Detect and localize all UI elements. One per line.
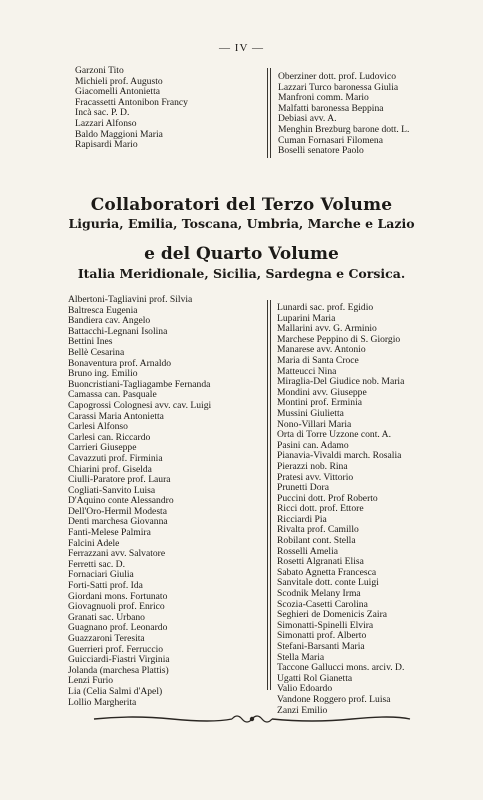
- list-item: Denti marchesa Giovanna: [68, 517, 168, 528]
- heading-regions-third: Liguria, Emilia, Toscana, Umbria, Marche e Lazio: [68, 216, 415, 231]
- list-item: Bettini Ines: [68, 337, 113, 348]
- list-item: Albertoni-Tagliavini prof. Silvia: [68, 295, 193, 305]
- list-item: Garzoni Tito: [75, 66, 124, 76]
- list-item: Stefani-Barsanti Maria: [277, 642, 365, 652]
- list-item: Manarese avv. Antonio: [277, 345, 366, 356]
- list-item: Maria di Santa Croce: [277, 355, 359, 366]
- list-item: Lia (Celia Salmi d'Apel): [68, 686, 163, 697]
- list-item: Guazzaroni Teresita: [68, 634, 145, 644]
- list-item: Lunardi sac. prof. Egidio: [277, 303, 374, 313]
- list-item: Oberziner dott. prof. Ludovico: [278, 72, 397, 82]
- list-item: Capogrossi Colognesi avv. cav. Luigi: [68, 400, 212, 411]
- heading-regions-fourth: Italia Meridionale, Sicilia, Sardegna e Corsica.: [77, 266, 406, 281]
- list-item: Ferretti sac. D.: [68, 559, 126, 570]
- list-item: Mallarini avv. G. Arminio: [277, 324, 377, 335]
- list-item: Guerrieri prof. Ferruccio: [68, 644, 164, 655]
- list-item: Bonaventura prof. Arnaldo: [68, 358, 172, 369]
- list-item: Guicciardi-Fiastri Virginia: [68, 655, 170, 666]
- list-item: Giovagnuoli prof. Enrico: [68, 602, 165, 613]
- list-item: Ricci dott. prof. Ettore: [277, 504, 364, 515]
- list-item: Lazzari Alfonso: [75, 118, 137, 129]
- contributors-list-bottom-left: [68, 295, 268, 708]
- list-item: Vandone Roggero prof. Luisa: [277, 694, 391, 705]
- list-item: Miraglia-Del Giudice nob. Maria: [277, 377, 405, 388]
- page-number: — IV —: [219, 42, 264, 54]
- list-item: Rapisardi Mario: [75, 140, 138, 151]
- list-item: Lollio Margherita: [68, 697, 137, 708]
- list-item: Buoncristiani-Tagliagambe Fernanda: [68, 379, 211, 390]
- list-item: Seghieri de Domenicis Zaira: [277, 610, 388, 621]
- list-item: Sabato Agnetta Francesca: [277, 567, 377, 578]
- list-item: Forti-Satti prof. Ida: [68, 581, 143, 592]
- ornamental-rule-icon: [92, 712, 412, 726]
- list-item: Rivalta prof. Camillo: [277, 525, 359, 536]
- list-item: Scodnik Melany Irma: [277, 589, 361, 600]
- list-item: Baltresca Eugenia: [68, 305, 138, 316]
- list-item: Valio Edoardo: [277, 684, 333, 695]
- list-item: Scozia-Casetti Carolina: [277, 599, 368, 610]
- list-item: Boselli senatore Paolo: [278, 146, 364, 157]
- column-divider-bottom: [267, 300, 268, 690]
- list-item: Incà sac. P. D.: [75, 108, 130, 119]
- list-item: Lenzi Furio: [68, 676, 114, 687]
- list-item: Battacchi-Legnani Isolina: [68, 326, 168, 337]
- list-item: Zanzi Emilio: [277, 705, 328, 716]
- list-item: Menghin Brezburg barone dott. L.: [278, 124, 410, 135]
- list-item: Luparini Maria: [277, 313, 336, 324]
- list-item: Chiarini prof. Giselda: [68, 464, 152, 475]
- list-item: Mussini Giulietta: [277, 408, 344, 419]
- list-item: Dell'Oro-Hermil Modesta: [68, 506, 167, 517]
- list-item: Michieli prof. Augusto: [75, 76, 163, 87]
- list-item: Pasini can. Adamo: [277, 440, 349, 451]
- list-item: Giacomelli Antonietta: [75, 87, 160, 98]
- list-item: Bellè Cesarina: [68, 347, 125, 358]
- heading-third-volume: Collaboratori del Terzo Volume: [90, 195, 393, 215]
- list-item: Rosetti Algranati Elisa: [277, 557, 364, 568]
- list-item: Bruno ing. Emilio: [68, 369, 138, 380]
- list-item: Cogliati-Sanvito Luisa: [68, 485, 156, 496]
- heading-fourth-volume: e del Quarto Volume: [144, 244, 339, 264]
- contributors-list-top-left: [75, 66, 260, 151]
- list-item: Sanvitale dott. conte Luigi: [277, 578, 379, 589]
- list-item: Carlesi can. Riccardo: [68, 432, 151, 443]
- list-item: Cavazzuti prof. Firminia: [68, 453, 163, 464]
- list-item: Granati sac. Urbano: [68, 612, 145, 623]
- list-item: Puccini dott. Prof Roberto: [277, 493, 378, 504]
- list-item: Ricciardi Pia: [277, 514, 327, 525]
- list-item: Mondini avv. Giuseppe: [277, 387, 367, 398]
- column-divider-top: [267, 68, 268, 158]
- list-item: D'Aquino conte Alessandro: [68, 496, 174, 507]
- list-item: Carrieri Giuseppe: [68, 443, 137, 454]
- list-item: Ferrazzani avv. Salvatore: [68, 549, 166, 560]
- list-item: Montini prof. Erminia: [277, 398, 362, 409]
- list-item: Falcini Adele: [68, 538, 120, 549]
- list-item: Lazzari Turco baronessa Giulia: [278, 82, 399, 93]
- list-item: Simonatti-Spinelli Elvira: [277, 620, 374, 631]
- contributors-list-bottom-right: [277, 303, 462, 716]
- list-item: Carassi Maria Antonietta: [68, 411, 164, 422]
- contributors-list-top-right: [278, 72, 458, 157]
- list-item: Guagnano prof. Leonardo: [68, 623, 168, 634]
- list-item: Ugatti Rol Gianetta: [277, 673, 353, 684]
- list-item: Pierazzi nob. Rina: [277, 461, 348, 472]
- list-item: Orta di Torre Uzzone cont. A.: [277, 430, 391, 441]
- list-item: Rosselli Amelia: [277, 546, 339, 557]
- list-item: Malfatti baronessa Beppina: [278, 103, 384, 114]
- list-item: Robilant cont. Stella: [277, 536, 356, 547]
- list-item: Bandiera cav. Angelo: [68, 316, 151, 327]
- list-item: Marchese Peppino di S. Giorgio: [277, 334, 401, 345]
- list-item: Fornaciari Giulia: [68, 570, 134, 581]
- list-item: Fanti-Melese Palmira: [68, 528, 151, 539]
- list-item: Manfroni comm. Mario: [278, 93, 369, 104]
- list-item: Carlesi Alfonso: [68, 422, 128, 433]
- list-item: Pianavia-Vivaldi march. Rosalia: [277, 451, 402, 462]
- list-item: Fracassetti Antonibon Francy: [75, 97, 188, 108]
- list-item: Nono-Villari Maria: [277, 419, 352, 430]
- list-item: Simonatti prof. Alberto: [277, 631, 367, 642]
- list-item: Stella Maria: [277, 652, 325, 663]
- list-item: Prunetti Dora: [277, 483, 329, 494]
- list-item: Taccone Gallucci mons. arciv. D.: [277, 663, 405, 674]
- list-item: Matteucci Nina: [277, 366, 337, 377]
- list-item: Pratesi avv. Vittorio: [277, 472, 354, 483]
- list-item: Giordani mons. Fortunato: [68, 591, 168, 602]
- list-item: Jolanda (marchesa Plattis): [68, 665, 169, 676]
- list-item: Debiasi avv. A.: [278, 114, 337, 125]
- list-item: Camassa can. Pasquale: [68, 390, 157, 401]
- list-item: Ciulli-Paratore prof. Laura: [68, 475, 171, 486]
- list-item: Cuman Fornasari Filomena: [278, 135, 383, 146]
- list-item: Baldo Maggioni Maria: [75, 129, 163, 140]
